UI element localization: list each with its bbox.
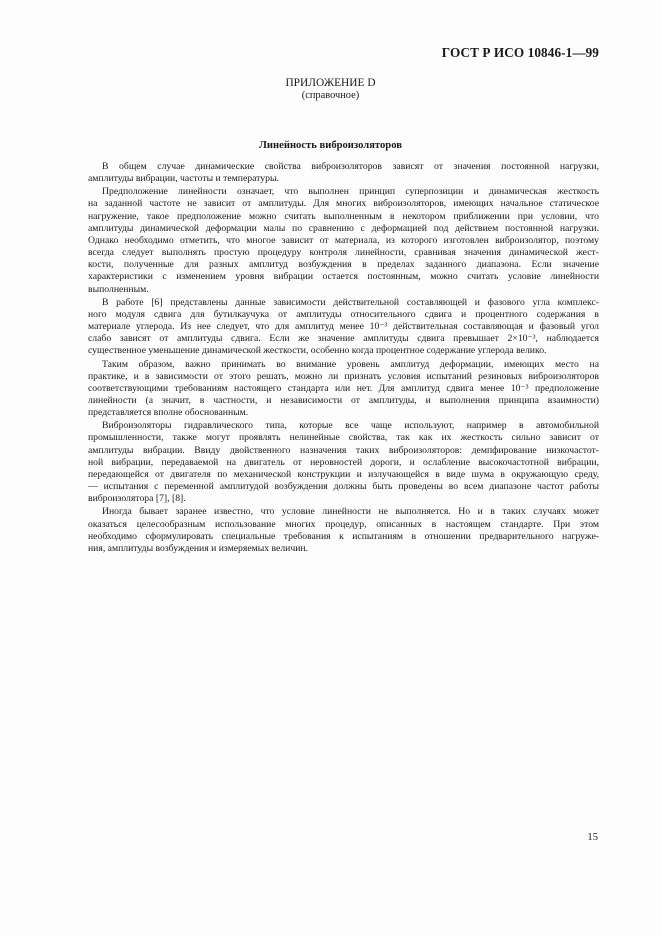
text-line: ной вибрации, передаваемой на двигатель от неровностей дороги, и ослабление высокочастотной вибрации, [88, 456, 599, 468]
appendix-subtitle: (справочное) [301, 90, 360, 101]
text-line: В работе [6] представлены данные зависимости действительной составляющей и фазового угла комплекс- [102, 296, 599, 308]
text-line: Предположение линейности означает, что выполнен принцип суперпозиции и динамическая жесткость [102, 186, 599, 198]
text-line: нагружение, такое предположение можно считать выполненным в некотором приближении при условии, что [88, 210, 599, 222]
text-line: Иногда бывает заранее известно, что условие линейности не выполняется. Но и в таких случаях может [102, 506, 599, 518]
paragraph [88, 506, 599, 555]
text-line: выполненным. [88, 283, 149, 295]
text-line: — испытания с переменной амплитудой возбуждения должны быть проведены во всем диапазоне частот работы [88, 481, 599, 493]
section-title: Линейность виброизоляторов [259, 140, 402, 151]
page-number: 15 [587, 832, 598, 843]
text-line: ного модуля сдвига для бутилкаучука от амплитуды относительного сдвига и процентного содержания в [88, 308, 599, 320]
paragraph [88, 161, 599, 185]
text-line: материале углерода. Из нее следует, что для амплитуд менее 10⁻³ действительная составляющая и фазовый угол [88, 321, 599, 333]
paragraph [88, 186, 599, 295]
text-line: практике, и в зависимости от этого решать, можно ли признать условия испытаний резиновых виброизоляторов [88, 370, 599, 382]
text-line: существенное уменьшение динамической жесткости, особенно когда процентное содержание углерода велико. [88, 345, 547, 357]
text-line: соответствующими требованиям настоящего стандарта или нет. Для амплитуд сдвига менее 10⁻³ предположение [88, 382, 599, 394]
text-line: характеристики с изменением уровня вибрации остается постоянным, можно считать условие линейности [88, 271, 599, 283]
appendix-title: ПРИЛОЖЕНИЕ D [285, 77, 376, 89]
text-line: Однако необходимо отметить, что многое зависит от материала, из которого изготовлен виброизолятор, поэтому [88, 234, 599, 246]
text-line: Виброизоляторы гидравлического типа, которые все чаще используют, например в автомобильной [102, 420, 599, 432]
text-line: ния, амплитуды возбуждения и измеряемых величин. [88, 542, 309, 554]
text-line: кости, полученные для разных амплитуд возбуждения в пределах заданного диапазона. Если значение [88, 259, 599, 271]
text-line: Таким образом, важно принимать во внимание уровень амплитуд деформации, имеющих место на [102, 358, 599, 370]
paragraph [88, 359, 599, 420]
body-text [88, 161, 599, 555]
text-line: амплитуды динамической деформации малы по сравнению с деформацией под действием постоянной нагрузки. [88, 222, 599, 234]
text-line: необходимо сформулировать специальные требования к испытаниям в отношении предварительного нагруже- [88, 530, 599, 542]
text-line: виброизолятора [7], [8]. [88, 493, 186, 505]
paragraph [88, 420, 599, 505]
text-line: В общем случае динамические свойства виброизоляторов зависят от значения постоянной нагрузки, [102, 161, 599, 172]
text-line: представляется вполне обоснованным. [88, 407, 249, 419]
text-line: линейности (а значит, в частности, и независимости от амплитуды, и выполнения принципа взаимности) [88, 394, 599, 406]
text-line: амплитуды вибрации. Ввиду двойственного назначения таких виброизоляторов: демпфирование низкочастот- [88, 444, 599, 456]
text-line: слабо зависят от амплитуды сдвига. Если же значение амплитуды сдвига превышает 2×10⁻³, наблюдается [88, 333, 599, 345]
text-line: передающейся от двигателя по механической конструкции и излучающейся в виде шума в окружающую среду, [88, 468, 599, 480]
text-line: промышленности, также могут проявлять нелинейные свойства, так как их жесткость сильно зависит от [88, 432, 599, 444]
text-line: оказаться целесообразным использование многих процедур, описанных в настоящем стандарте. При этом [88, 518, 599, 530]
text-line: амплитуды вибрации, частоты и температуры. [88, 173, 279, 185]
standard-header: ГОСТ Р ИСО 10846-1—99 [441, 45, 599, 60]
text-line: всегда следует выполнять простую процедуру контроля линейности, сравнивая значения динамической жест- [88, 247, 599, 259]
paragraph [88, 297, 599, 358]
text-line: на заданной частоте не зависит от амплитуды. Для многих виброизоляторов, имеющих начальное статическое [88, 198, 599, 210]
